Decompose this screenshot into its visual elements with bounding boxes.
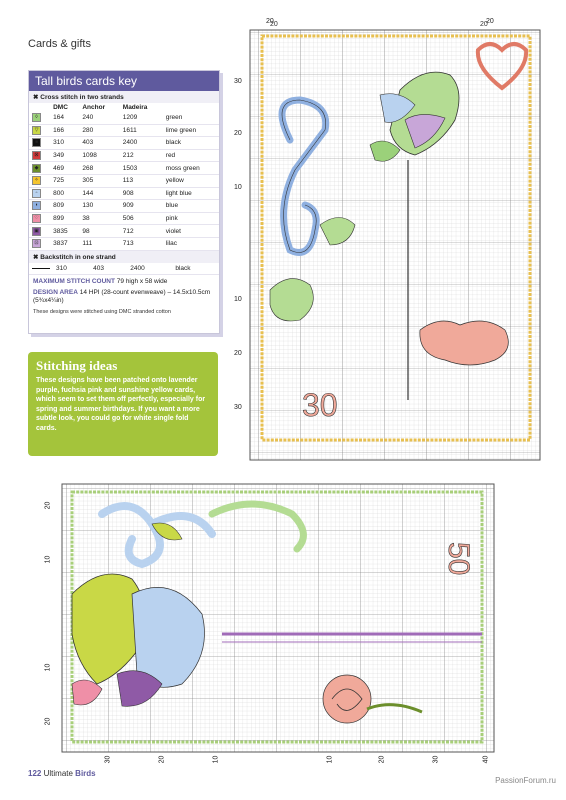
chart2-left-20: 20 (44, 501, 52, 510)
symbol-icon: ✧ (32, 176, 41, 185)
symbol-icon: ▽ (32, 126, 41, 135)
key-row (29, 212, 219, 225)
chart2-bottom-30b: 30 (432, 755, 440, 764)
row-dmc: 310 (50, 137, 79, 150)
back-name: black (172, 263, 219, 275)
row-name: violet (163, 225, 219, 238)
row-dmc: 809 (50, 200, 79, 213)
col-anchor: Anchor (82, 104, 106, 111)
design-value: 14 HPI (28-count evenweave) – 14.5x10.5cm (5¾x4¼in) (33, 289, 211, 305)
symbol-icon: ◖ (32, 201, 41, 210)
backstitch-heading: ✖ Backstitch in one strand (29, 251, 219, 263)
ideas-body: These designs have been patched onto lavender purple, fuchsia pink and sunshine yellow cards, which seem to set them off perfectly, especially for spring and summer birthdays. If you want a more subtle look, you could go for white single fold cards. (36, 377, 206, 432)
magazine-name: Ultimate (43, 769, 73, 778)
chart2-left-10: 10 (44, 555, 52, 564)
row-anchor: 305 (79, 174, 119, 187)
row-name: red (163, 149, 219, 162)
key-note: These designs were stitched using DMC stranded cotton (33, 309, 171, 316)
row-name: yellow (163, 174, 219, 187)
key-row (29, 112, 219, 124)
chart1-num: 20 (270, 21, 278, 28)
chart1-top-20a: 20 (266, 18, 274, 25)
symbol-icon: ■ (32, 138, 41, 147)
chart2-bottom-40: 40 (482, 755, 490, 764)
row-dmc: 3837 (50, 237, 79, 250)
row-madeira: 113 (120, 174, 163, 187)
back-dmc: 310 (53, 263, 90, 275)
chart2-left-20b: 20 (44, 717, 52, 726)
max-value: 79 high x 58 wide (116, 278, 168, 286)
key-row (29, 225, 219, 238)
row-dmc: 725 (50, 174, 79, 187)
symbol-icon: ♡ (32, 214, 41, 223)
design-label: DESIGN AREA (33, 289, 78, 297)
chart2-left-10b: 10 (44, 663, 52, 672)
symbol-icon: ◊ (32, 113, 41, 122)
cross-stitch-label: Cross stitch in two strands (40, 94, 124, 101)
chart2-bottom-20b: 20 (378, 755, 386, 764)
chart2-bottom-30: 30 (104, 755, 112, 764)
row-madeira: 1209 (120, 112, 163, 124)
col-dmc: DMC (53, 104, 68, 111)
row-madeira: 2400 (120, 137, 163, 150)
chart1-left-20: 20 (234, 130, 242, 137)
chart2-bottom-20: 20 (158, 755, 166, 764)
key-table (29, 103, 219, 251)
cross-stitch-chart-1 (250, 21, 540, 460)
row-dmc: 349 (50, 149, 79, 162)
chart1-left-10b: 10 (234, 296, 242, 303)
key-row (29, 200, 219, 213)
symbol-icon: ⊡ (32, 239, 41, 248)
back-anchor: 403 (90, 263, 127, 275)
key-row (29, 237, 219, 250)
row-dmc: 800 (50, 187, 79, 200)
chart1-left-20b: 20 (234, 350, 242, 357)
row-madeira: 1611 (120, 124, 163, 137)
col-madeira: Madeira (122, 104, 148, 111)
key-title: Tall birds cards key (29, 71, 219, 91)
chart1-left-10: 10 (234, 184, 242, 191)
chart1-top-20b: 20 (486, 18, 494, 25)
row-name: lime green (163, 124, 219, 137)
row-madeira: 909 (120, 200, 163, 213)
key-panel (28, 70, 220, 334)
row-name: moss green (163, 162, 219, 175)
row-anchor: 280 (79, 124, 119, 137)
key-row (29, 174, 219, 187)
row-name: pink (163, 212, 219, 225)
chart1-motif-number: 30 (302, 387, 338, 423)
row-name: light blue (163, 187, 219, 200)
ideas-title: Stitching ideas (36, 358, 118, 373)
section-label: Cards & gifts (28, 38, 91, 50)
row-anchor: 98 (79, 225, 119, 238)
key-row (29, 162, 219, 175)
row-anchor: 403 (79, 137, 119, 150)
row-dmc: 899 (50, 212, 79, 225)
cross-stitch-chart-2 (62, 484, 494, 752)
row-anchor: 111 (79, 237, 119, 250)
chart2-bottom-10b: 10 (326, 755, 334, 764)
cross-stitch-heading: ✖ Cross stitch in two strands (29, 91, 219, 103)
row-name: green (163, 112, 219, 124)
chart2-bottom-10: 10 (212, 755, 220, 764)
row-madeira: 506 (120, 212, 163, 225)
page-number: 122 (28, 769, 42, 778)
backstitch-label: Backstitch in one strand (40, 253, 116, 261)
stitch-count (29, 275, 219, 286)
row-dmc: 469 (50, 162, 79, 175)
row-dmc: 164 (50, 112, 79, 124)
design-area (29, 286, 219, 305)
key-row (29, 187, 219, 200)
row-anchor: 38 (79, 212, 119, 225)
stitching-ideas-box (28, 352, 218, 456)
max-label: MAXIMUM STITCH COUNT (33, 278, 115, 286)
key-row (29, 124, 219, 137)
row-madeira: 712 (120, 225, 163, 238)
backstitch-table (29, 263, 219, 276)
key-row (29, 149, 219, 162)
chart1-left-30b: 30 (234, 404, 242, 411)
row-anchor: 240 (79, 112, 119, 124)
chart1-num: 20 (480, 21, 488, 28)
row-name: lilac (163, 237, 219, 250)
row-madeira: 1503 (120, 162, 163, 175)
page-footer (28, 769, 96, 778)
row-madeira: 212 (120, 149, 163, 162)
row-dmc: 3835 (50, 225, 79, 238)
key-row (29, 137, 219, 150)
row-anchor: 1098 (79, 149, 119, 162)
magazine-name-2: Birds (75, 769, 96, 778)
chart1-left-30: 30 (234, 78, 242, 85)
symbol-icon: ▫ (32, 189, 41, 198)
watermark: PassionForum.ru (495, 776, 556, 785)
row-name: black (163, 137, 219, 150)
row-anchor: 130 (79, 200, 119, 213)
row-anchor: 268 (79, 162, 119, 175)
symbol-icon: ◆ (32, 164, 41, 173)
row-name: blue (163, 200, 219, 213)
row-madeira: 713 (120, 237, 163, 250)
row-dmc: 166 (50, 124, 79, 137)
backstitch-line-icon (32, 268, 50, 269)
symbol-icon: ⊠ (32, 151, 41, 160)
back-madeira: 2400 (127, 263, 172, 275)
chart2-motif-number: 50 (442, 542, 475, 576)
symbol-icon: ▣ (32, 227, 41, 236)
row-anchor: 144 (79, 187, 119, 200)
row-madeira: 908 (120, 187, 163, 200)
